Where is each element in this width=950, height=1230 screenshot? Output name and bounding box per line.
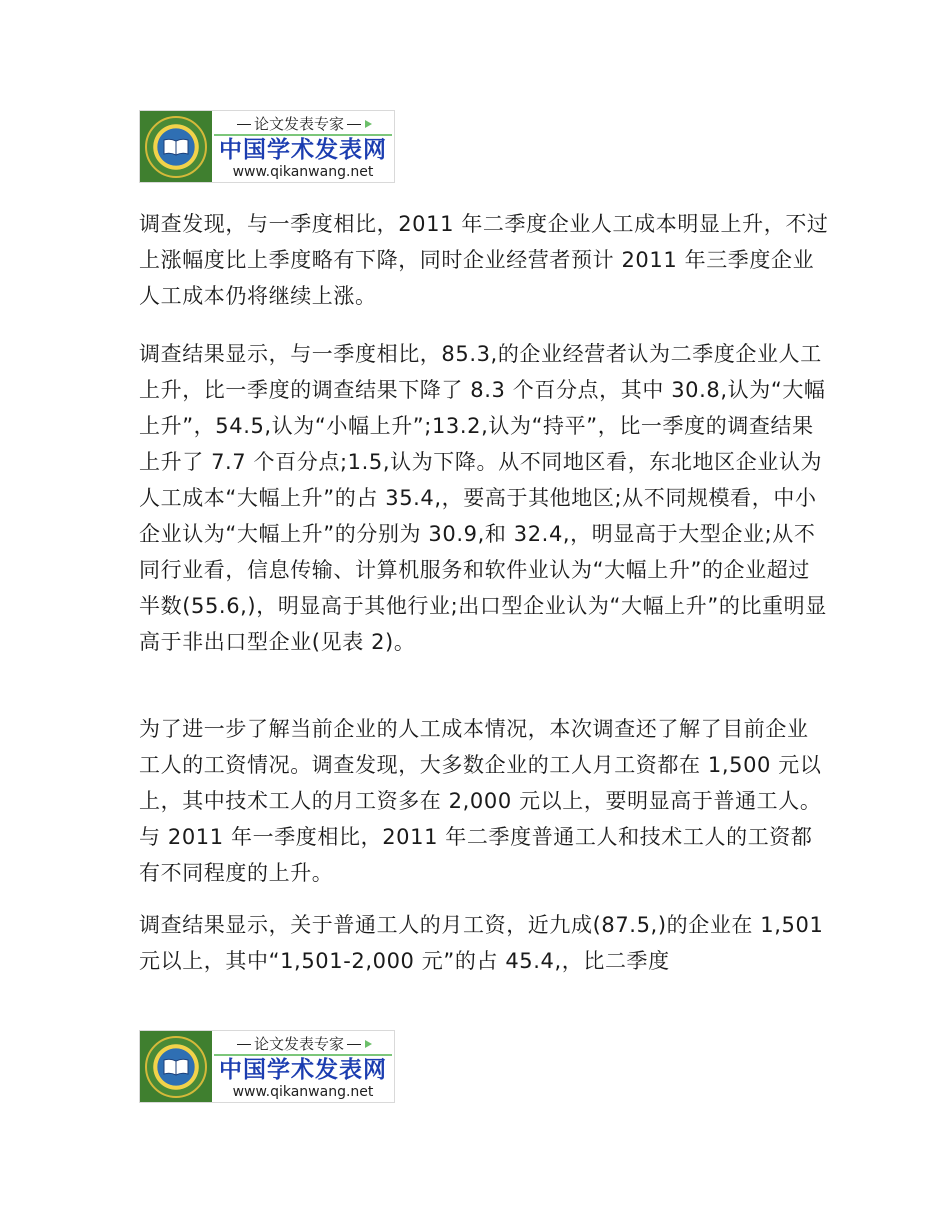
dash-left	[237, 124, 251, 125]
seal-ring	[145, 1036, 207, 1098]
dash-left	[237, 1044, 251, 1045]
logo-url: www.qikanwang.net	[232, 1084, 374, 1100]
book-icon	[163, 1058, 189, 1076]
dash-right	[347, 124, 361, 125]
paragraph-2: 调查结果显示，与一季度相比，85.3,的企业经营者认为二季度企业人工上升，比一季度的调查结果下降了 8.3 个百分点，其中 30.8,认为“大幅上升”，54.5,认为“小幅上升”;13.2,认为“持平”，比一季度的调查结果上升了 7.7 个百分点;1.5,认为下降。从不同地区看，东北地区企业认为人工成本“大幅上升”的占 35.4,，要高于其他地区;从不同规模看，中小企业认为“大幅上升”的分别为 30.9,和 32.4,，明显高于大型企业;从不同行业看，信息传输、计算机服务和软件业认为“大幅上升”的企业超过半数(55.6,)，明显高于其他行业;出口型企业认为“大幅上升”的比重明显高于非出口型企业(见表 2)。	[139, 342, 827, 654]
site-logo-bottom	[139, 1030, 395, 1103]
paragraph-4: 调查结果显示，关于普通工人的月工资，近九成(87.5,)的企业在 1,501 元以上，其中“1,501-2,000 元”的占 45.4,，比二季度	[139, 913, 824, 973]
logo-text	[212, 1031, 394, 1102]
logo-subtitle: 论文发表专家	[253, 1035, 344, 1053]
logo-name: 中国学术发表网	[219, 1057, 387, 1083]
site-logo-top	[139, 110, 395, 183]
logo-name: 中国学术发表网	[219, 137, 387, 163]
dash-right	[347, 1044, 361, 1045]
book-icon	[163, 138, 189, 156]
paragraph-1: 调查发现，与一季度相比，2011 年二季度企业人工成本明显上升，不过上涨幅度比上季度略有下降，同时企业经营者预计 2011 年三季度企业人工成本仍将继续上涨。	[139, 212, 829, 308]
seal-emblem	[140, 111, 212, 183]
arrow-icon	[365, 120, 372, 128]
logo-subtitle: 论文发表专家	[253, 115, 344, 133]
paragraph-3: 为了进一步了解当前企业的人工成本情况，本次调查还了解了目前企业工人的工资情况。调查发现，大多数企业的工人月工资都在 1,500 元以上，其中技术工人的月工资多在 2,000 元以上，要明显高于普通工人。与 2011 年一季度相比，2011 年二季度普通工人和技术工人的工资都有不同程度的上升。	[139, 717, 822, 885]
logo-subtitle-row	[214, 114, 392, 136]
logo-subtitle-row	[214, 1034, 392, 1056]
seal-ring	[145, 116, 207, 178]
logo-url: www.qikanwang.net	[232, 164, 374, 180]
logo-text	[212, 111, 394, 182]
seal-emblem	[140, 1031, 212, 1103]
arrow-icon	[365, 1040, 372, 1048]
